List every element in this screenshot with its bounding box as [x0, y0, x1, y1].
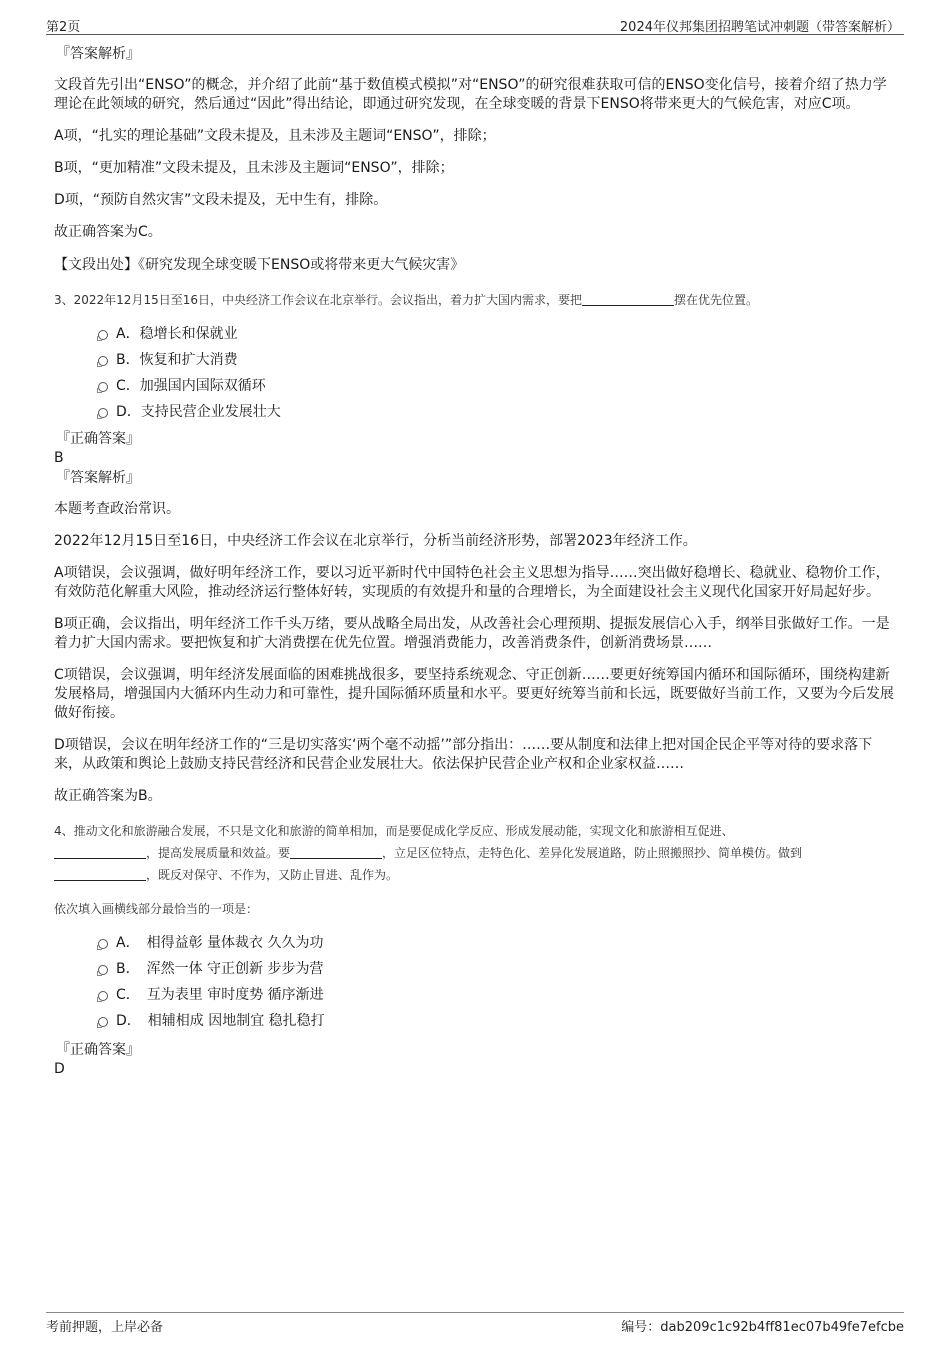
- question-stem-text: 4、推动文化和旅游融合发展，不只是文化和旅游的简单相加，而是要促成化学反应、形成发展动能，实现文化和旅游相互促进、: [54, 824, 734, 838]
- correct-answer: D: [54, 1061, 65, 1077]
- question-stem-text: ，既反对保守、不作为，又防止冒进、乱作为。: [146, 868, 399, 882]
- analysis-paragraph: 文段首先引出“ENSO”的概念，并介绍了此前“基于数值模式模拟”对“ENSO”的研究很难获取可信的ENSO变化信号，接着介绍了热力学理论在此领域的研究，然后通过“因此”得出结论，即通过研究发现，在全球变暖的背景下ENSO将带来更大的气候危害，对应C项。: [54, 77, 887, 112]
- option-a[interactable]: [54, 930, 896, 956]
- source-citation: 【文段出处】《研究发现全球变暖下ENSO或将带来更大气候灾害》: [54, 257, 465, 273]
- fill-blank: [54, 844, 146, 859]
- page-header: [46, 12, 904, 35]
- option-label: C． 互为表里 审时度势 循序渐进: [116, 987, 324, 1003]
- document-id: 编号：dab209c1c92b4ff81ec07b49fe7efcbe: [621, 1320, 904, 1335]
- question-stem-text: 摆在优先位置。: [674, 293, 759, 307]
- analysis-paragraph: D项错误，会议在明年经济工作的“三是切实落实‘两个毫不动摇’”部分指出：……要从制度和法律上把对国企民企平等对待的要求落下来，从政策和舆论上鼓励支持民营经济和民营企业发展壮大。依法保护民营企业产权和企业家权益……: [54, 737, 873, 772]
- correct-answer: B: [54, 450, 64, 466]
- analysis-label: 『答案解析』: [56, 470, 140, 486]
- correct-answer-label: 『正确答案』: [56, 431, 140, 447]
- radio-icon[interactable]: [98, 330, 108, 340]
- option-d[interactable]: [54, 399, 896, 425]
- radio-icon[interactable]: [98, 965, 108, 975]
- page-footer: [46, 1312, 904, 1335]
- analysis-paragraph: A项错误，会议强调，做好明年经济工作，要以习近平新时代中国特色社会主义思想为指导……突出做好稳增长、稳就业、稳物价工作，有效防范化解重大风险，推动经济运行整体好转，实现质的有效提升和量的合理增长，为全面建设社会主义现代化国家开好局起好步。: [54, 565, 890, 600]
- option-label: A． 相得益彰 量体裁衣 久久为功: [116, 935, 324, 951]
- analysis-paragraph: A项，“扎实的理论基础”文段未提及，且未涉及主题词“ENSO”，排除；: [54, 128, 496, 144]
- correct-answer-label: 『正确答案』: [56, 1042, 140, 1058]
- analysis-paragraph: D项，“预防自然灾害”文段未提及，无中生有，排除。: [54, 192, 388, 208]
- document-body: [54, 44, 896, 1078]
- option-label: C．加强国内国际双循环: [116, 378, 266, 394]
- analysis-paragraph: C项错误，会议强调，明年经济发展面临的困难挑战很多，要坚持系统观念、守正创新……要更好统筹国内循环和国际循环，围绕构建新发展格局，增强国内大循环内生动力和可靠性，提升国际循环质量和水平。要更好统筹当前和长远，既要做好当前工作，又要为今后发展做好衔接。: [54, 667, 894, 721]
- options-list: [54, 321, 896, 425]
- question-stem-text: ，提高发展质量和效益。要: [146, 846, 291, 860]
- radio-icon[interactable]: [98, 991, 108, 1001]
- footer-slogan: 考前押题，上岸必备: [46, 1320, 164, 1335]
- question-stem-text: ，立足区位特点，走特色化、差异化发展道路，防止照搬照抄、简单模仿。做到: [382, 846, 803, 860]
- options-list: [54, 930, 896, 1034]
- fill-blank: [290, 844, 382, 859]
- question-prompt: 依次填入画横线部分最恰当的一项是：: [54, 902, 259, 916]
- option-label: B． 浑然一体 守正创新 步步为营: [116, 961, 324, 977]
- option-label: D．支持民营企业发展壮大: [116, 404, 281, 420]
- option-c[interactable]: [54, 373, 896, 399]
- analysis-conclusion: 故正确答案为B。: [54, 788, 162, 804]
- question-stem: [54, 820, 896, 886]
- fill-blank: [54, 866, 146, 881]
- question-stem: [54, 289, 896, 311]
- option-b[interactable]: [54, 347, 896, 373]
- analysis-paragraph: B项正确，会议指出，明年经济工作千头万绪，要从战略全局出发，从改善社会心理预期、提振发展信心入手，纲举目张做好工作。一是着力扩大国内需求。要把恢复和扩大消费摆在优先位置。增强消费能力，改善消费条件，创新消费场景……: [54, 616, 890, 651]
- analysis-label: 『答案解析』: [56, 46, 140, 62]
- radio-icon[interactable]: [98, 382, 108, 392]
- analysis-conclusion: 故正确答案为C。: [54, 224, 162, 240]
- radio-icon[interactable]: [98, 408, 108, 418]
- page-number: 第2页: [46, 20, 81, 35]
- radio-icon[interactable]: [98, 1017, 108, 1027]
- option-b[interactable]: [54, 956, 896, 982]
- fill-blank: [582, 291, 674, 306]
- option-d[interactable]: [54, 1008, 896, 1034]
- option-label: D． 相辅相成 因地制宜 稳扎稳打: [116, 1013, 325, 1029]
- document-title: 2024年仪邦集团招聘笔试冲刺题（带答案解析）: [619, 20, 900, 35]
- question-stem-text: 3、2022年12月15日至16日，中央经济工作会议在北京举行。会议指出，着力扩大国内需求，要把: [54, 293, 582, 307]
- analysis-paragraph: 本题考查政治常识。: [54, 501, 180, 517]
- option-c[interactable]: [54, 982, 896, 1008]
- option-label: A．稳增长和保就业: [116, 326, 238, 342]
- option-a[interactable]: [54, 321, 896, 347]
- radio-icon[interactable]: [98, 356, 108, 366]
- analysis-paragraph: 2022年12月15日至16日，中央经济工作会议在北京举行，分析当前经济形势，部署2023年经济工作。: [54, 533, 697, 549]
- radio-icon[interactable]: [98, 939, 108, 949]
- analysis-paragraph: B项，“更加精准”文段未提及，且未涉及主题词“ENSO”，排除；: [54, 160, 454, 176]
- option-label: B．恢复和扩大消费: [116, 352, 238, 368]
